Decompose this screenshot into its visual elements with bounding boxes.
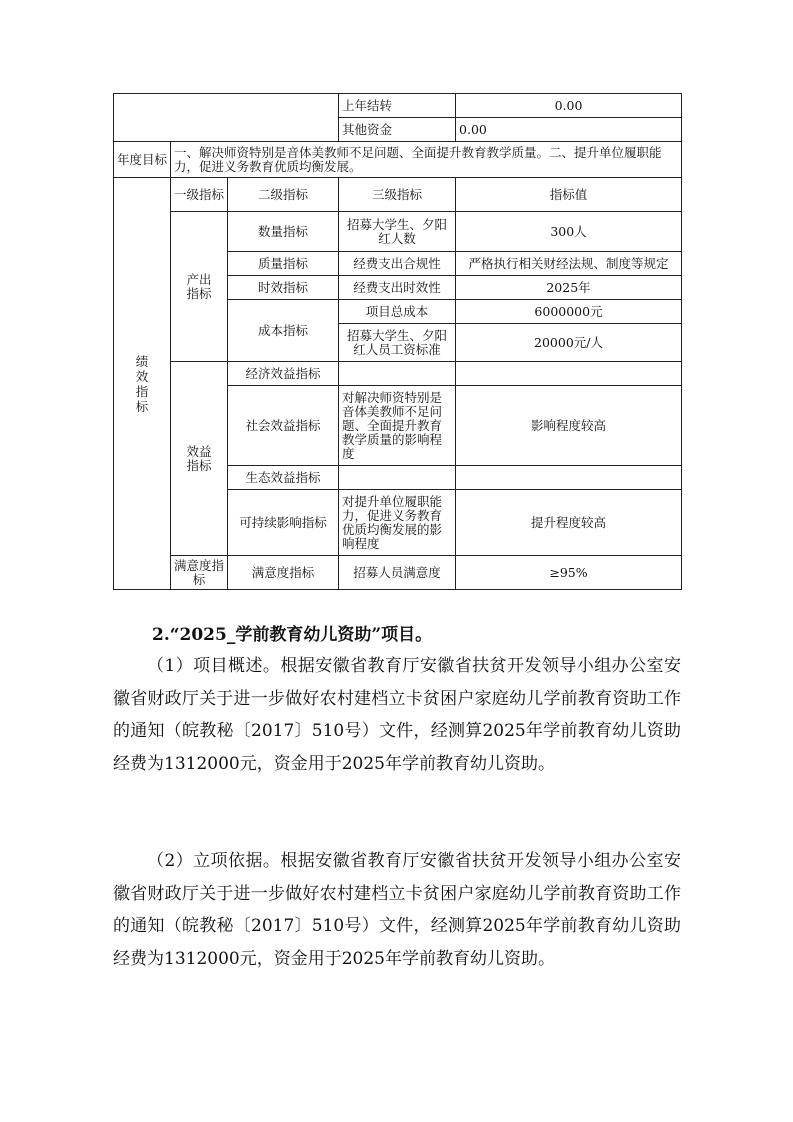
header-level1: 一级指标 xyxy=(171,178,228,212)
value-cell xyxy=(456,362,682,386)
benefit-label: 效益指标 xyxy=(186,443,212,473)
level3-cell: 招募大学生、夕阳红人数 xyxy=(339,212,456,252)
level3-cell xyxy=(339,466,456,490)
table-row xyxy=(114,362,682,386)
perf-label: 绩效指标 xyxy=(135,353,149,414)
output-label-cell xyxy=(171,212,228,362)
project-basis-paragraph: （2）立项依据。根据安徽省教育厅安徽省扶贫开发领导小组办公室安徽省财政厅关于进一步做好农村建档立卡贫困户家庭幼儿学前教育资助工作的通知（皖教秘〔2017〕510号）文件，经测算2025年学前教育幼儿资助经费为1312000元，资金用于2025年学前教育幼儿资助。 xyxy=(113,851,681,969)
value-cell: 严格执行相关财经法规、制度等规定 xyxy=(456,252,682,276)
level2-cell: 满意度指标 xyxy=(228,556,339,590)
level3-cell: 对解决师资特别是音体美教师不足问题、全面提升教育教学质量的影响程度 xyxy=(339,386,456,466)
value-cell: 2025年 xyxy=(456,276,682,300)
blank-cell xyxy=(114,94,339,142)
header-value: 指标值 xyxy=(456,178,682,212)
output-label: 产出指标 xyxy=(186,271,212,301)
perf-label-cell xyxy=(114,178,171,590)
funding-label: 上年结转 xyxy=(339,94,456,118)
level3-cell: 招募人员满意度 xyxy=(339,556,456,590)
value-cell: 6000000元 xyxy=(456,300,682,324)
value-cell: 300人 xyxy=(456,212,682,252)
funding-value: 0.00 xyxy=(456,94,682,118)
level2-cell: 可持续影响指标 xyxy=(228,490,339,556)
table-row xyxy=(114,94,682,118)
level2-cell: 社会效益指标 xyxy=(228,386,339,466)
value-cell xyxy=(456,466,682,490)
header-level2: 二级指标 xyxy=(228,178,339,212)
value-cell: 20000元/人 xyxy=(456,324,682,362)
level2-cell: 质量指标 xyxy=(228,252,339,276)
funding-label: 其他资金 xyxy=(339,118,456,142)
table-row xyxy=(114,212,682,252)
table-row xyxy=(114,142,682,178)
level2-cell: 经济效益指标 xyxy=(228,362,339,386)
level3-cell: 招募大学生、夕阳红人员工资标准 xyxy=(339,324,456,362)
value-cell: 影响程度较高 xyxy=(456,386,682,466)
project-overview-paragraph: （1）项目概述。根据安徽省教育厅安徽省扶贫开发领导小组办公室安徽省财政厅关于进一步做好农村建档立卡贫困户家庭幼儿学前教育资助工作的通知（皖教秘〔2017〕510号）文件，经测算2025年学前教育幼儿资助经费为1312000元，资金用于2025年学前教育幼儿资助。 xyxy=(113,656,681,774)
table-row xyxy=(114,556,682,590)
level3-cell: 经费支出合规性 xyxy=(339,252,456,276)
value-cell: 提升程度较高 xyxy=(456,490,682,556)
level3-cell: 对提升单位履职能力，促进义务教育优质均衡发展的影响程度 xyxy=(339,490,456,556)
level2-cell: 生态效益指标 xyxy=(228,466,339,490)
level3-cell xyxy=(339,362,456,386)
level2-cell: 时效指标 xyxy=(228,276,339,300)
level2-cell: 成本指标 xyxy=(228,300,339,362)
annual-goal-text: 一、解决师资特别是音体美教师不足问题、全面提升教育教学质量。二、提升单位履职能力，促进义务教育优质均衡发展。 xyxy=(171,142,682,178)
header-level3: 三级指标 xyxy=(339,178,456,212)
level2-cell: 数量指标 xyxy=(228,212,339,252)
table-row xyxy=(114,178,682,212)
level3-cell: 项目总成本 xyxy=(339,300,456,324)
benefit-label-cell xyxy=(171,362,228,556)
level3-cell: 经费支出时效性 xyxy=(339,276,456,300)
annual-goal-label: 年度目标 xyxy=(114,142,171,178)
value-cell: ≥95% xyxy=(456,556,682,590)
satisfaction-label: 满意度指标 xyxy=(171,556,228,590)
section-heading: 2.“2025_学前教育幼儿资助”项目。 xyxy=(152,625,433,645)
funding-value: 0.00 xyxy=(456,118,682,142)
performance-table xyxy=(113,93,682,590)
